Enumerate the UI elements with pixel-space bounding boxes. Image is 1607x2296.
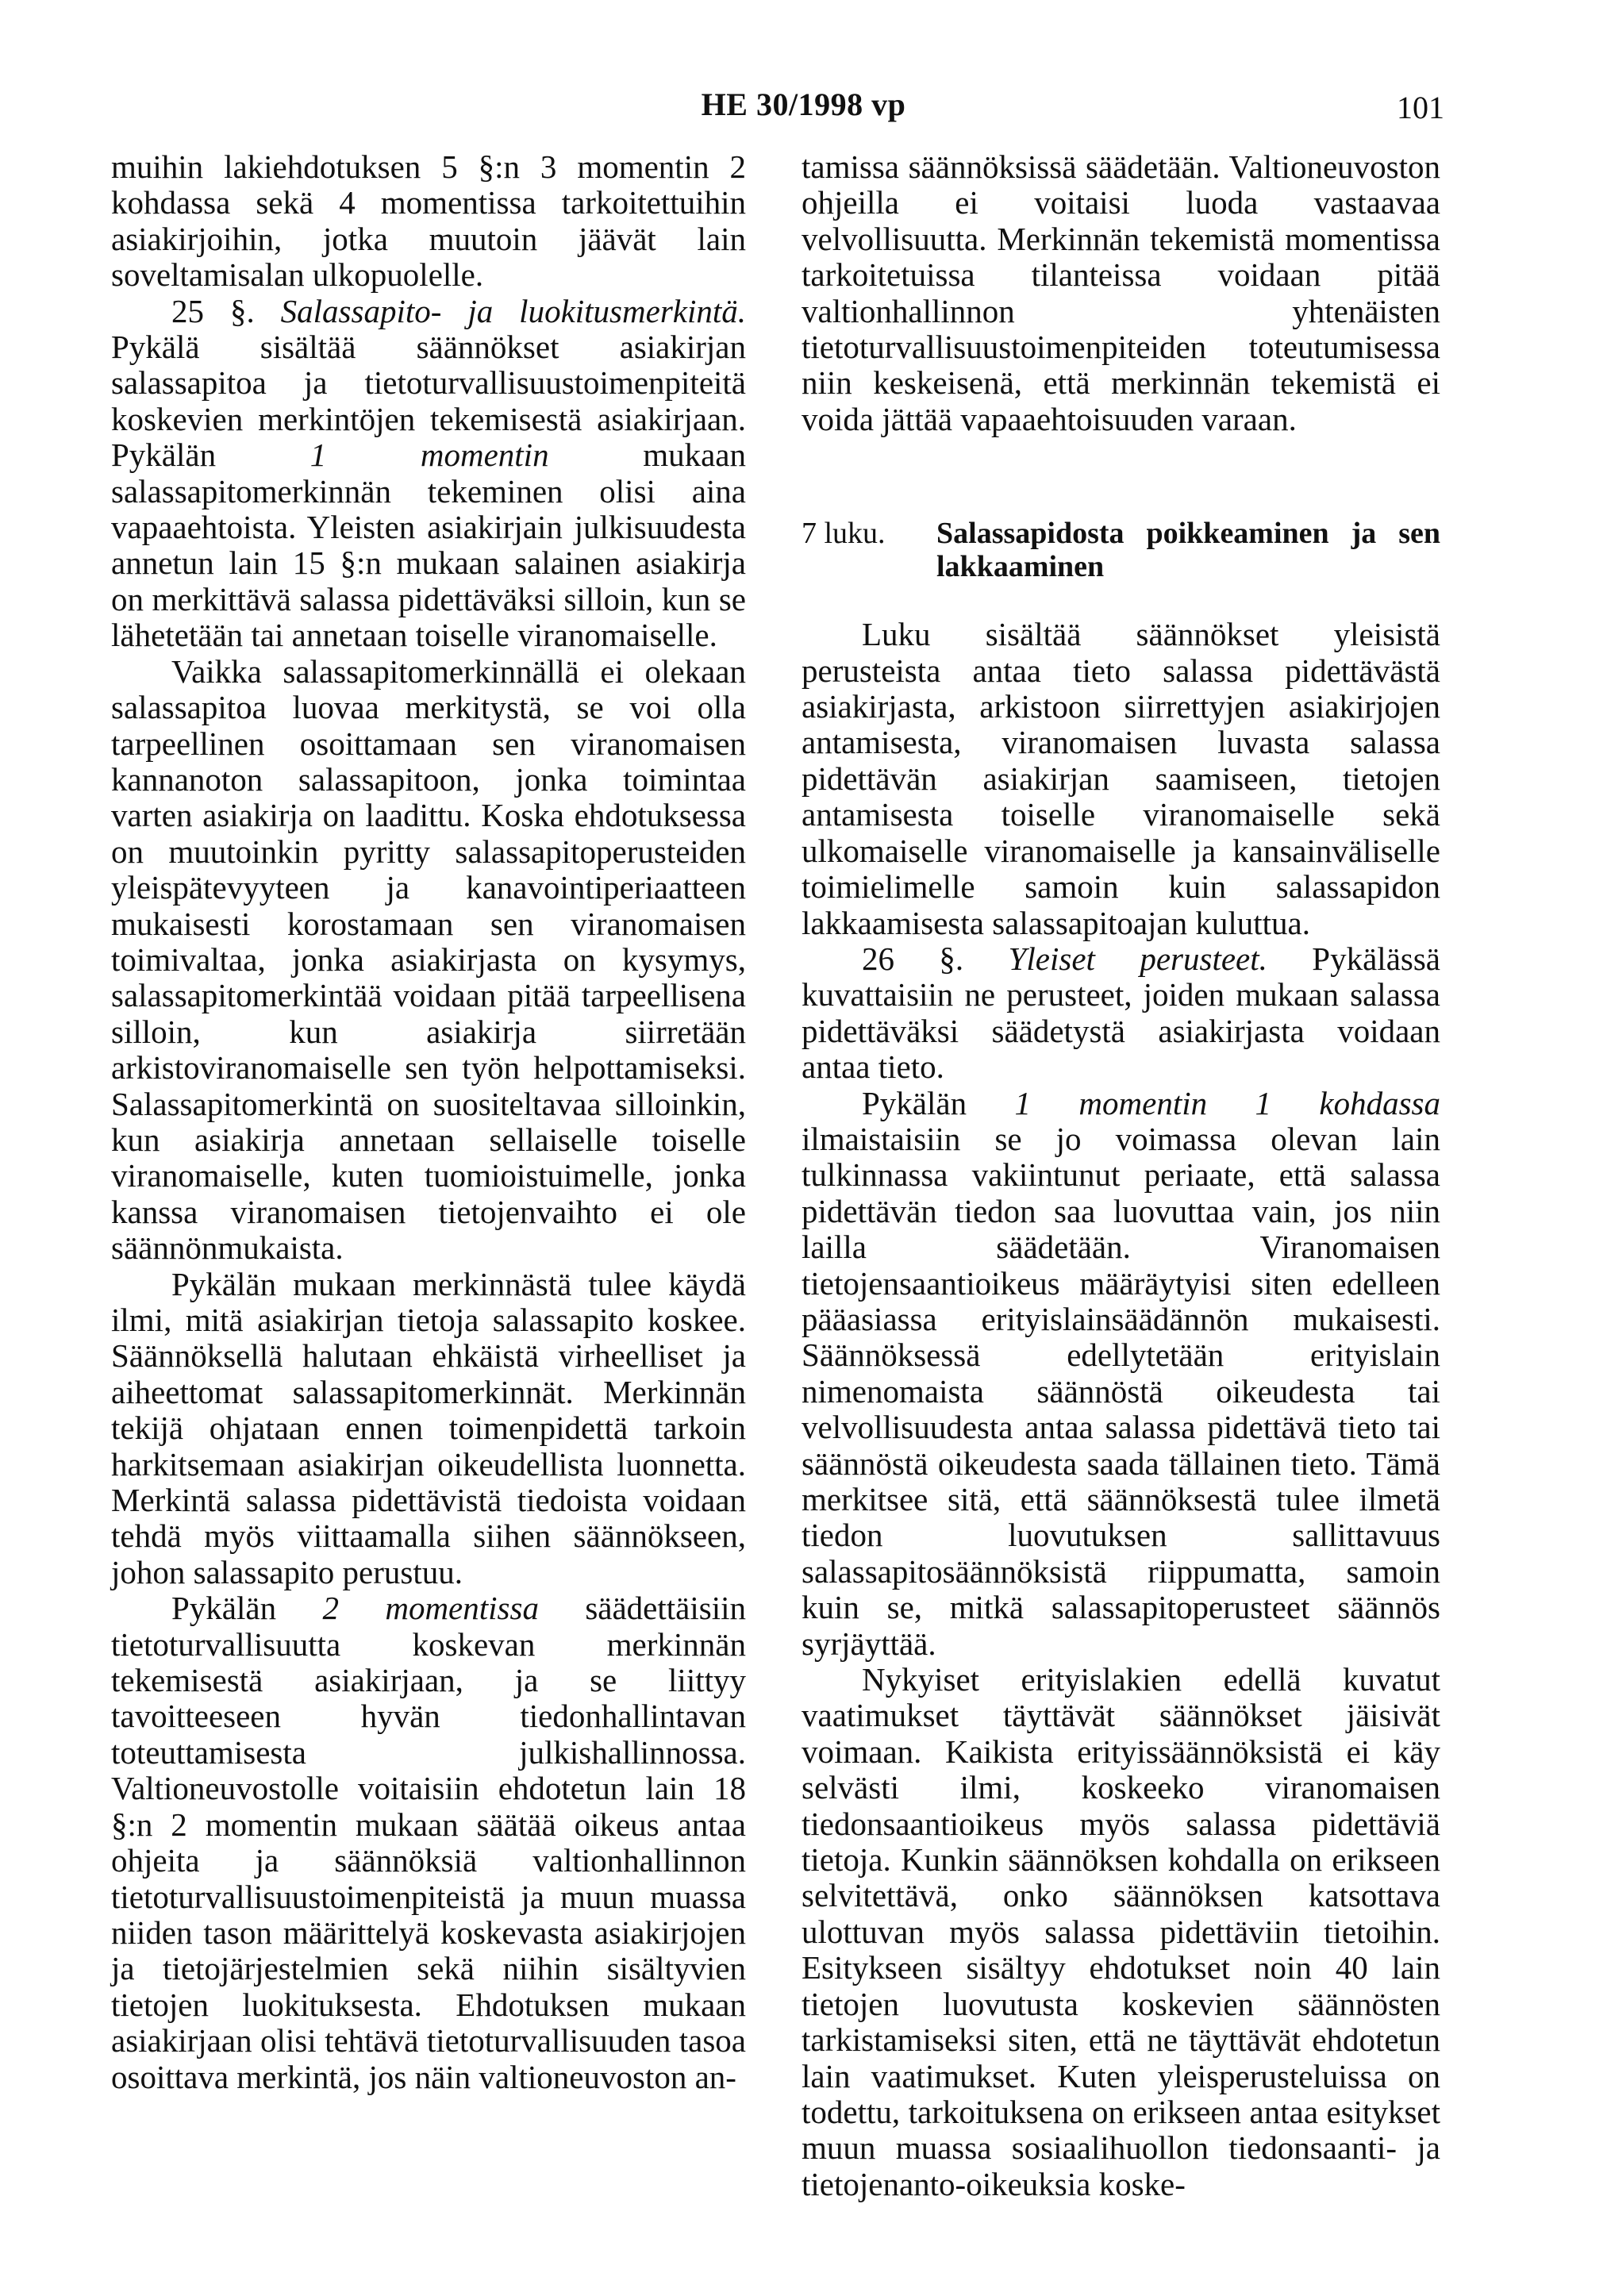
paragraph-text: Pykälän: [171, 1590, 277, 1627]
paragraph: Luku sisältää säännökset yleisistä perusteista antaa tieto salassa pidettävästä asiakirjasta, arkistoon siirrettyjen asiakirjojen antamisesta, viranomaisen luvasta salassa pidettävän asiakirjan saamiseen, tietojen antamisesta toiselle viranomaiselle sekä ulkomaiselle viranomaiselle ja kansainväliselle toimielimelle samoin kuin salassapidon lakkaamisesta salassapitoajan kuluttua.: [802, 616, 1440, 941]
left-column: [111, 149, 746, 2095]
right-column: [802, 149, 1440, 2202]
section-number: 25 §.: [171, 292, 255, 329]
paragraph-text: ilmaistaisiin se jo voimassa olevan lain tulkinnassa vakiintunut periaate, että salassa pidettävän tiedon saa luovuttaa vain, jos niin lailla säädetään. Viranomaisen tietojensaantioikeus määräytyisi siten edelleen pääasiassa erityislainsäädännön mukaisesti. Säännöksessä edellytetään erityislain nimenomaista säännöstä oikeudesta tai velvollisuudesta antaa salassa pidettävä tieto tai säännöstä oikeudesta saada tällainen tieto. Tämä merkitsee sitä, että säännöksestä tulee ilmetä tiedon luovutuksen sallittavuus salassapitosäännöksistä riippumatta, samoin kuin se, mitkä salassapitoperusteet säännös syrjäyttää.: [802, 1120, 1440, 1662]
paragraph-text: Pykälässä kuvattaisiin ne perusteet, joiden mukaan salassa pidettäväksi säädetystä asiakirjasta voidaan antaa tieto.: [802, 940, 1440, 1086]
paragraph: Vaikka salassapitomerkinnällä ei olekaan salassapitoa luovaa merkitystä, se voi olla tarpeellinen osoittamaan sen viranomaisen kannanoton salassapitoon, jonka toimintaa varten asiakirja on laadittu. Koska ehdotuksessa on muutoinkin pyritty salassapitoperusteiden yleispätevyyteen ja kanavointiperiaatteen mukaisesti korostamaan sen viranomaisen toimivaltaa, jonka asiakirjasta on kysymys, salassapitomerkintää voidaan pitää tarpeellisena silloin, kun asiakirja siirretään arkistoviranomaiselle sen työn helpottamiseksi. Salassapitomerkintä on suositeltavaa silloinkin, kun asiakirja annetaan sellaiselle toiselle viranomaiselle, kuten tuomioistuimelle, jonka kanssa viranomaisen tietojenvaihto ei ole säännönmukaista.: [111, 652, 746, 1267]
paragraph: [802, 1086, 1440, 1663]
section-title: Yleiset perusteet.: [1008, 940, 1267, 977]
chapter-heading: [802, 517, 1440, 583]
section-title: Salassapito- ja luokitusmerkintä.: [280, 292, 747, 329]
paragraph: Nykyiset erityislakien edellä kuvatut vaatimukset täyttävät säännökset jäisivät voimaan. Kaikista erityissäännöksistä ei käy selvästi ilmi, koskeeko viranomaisen tiedonsaantioikeus myös salassa pidettäviä tietoja. Kunkin säännöksen kohdalla on erikseen selvitettävä, onko säännöksen katsottava ulottuvan myös salassa pidettäviin tietoihin. Esitykseen sisältyy ehdotukset noin 40 lain tietojen luovutusta koskevien säännösten tarkistamiseksi siten, että ne täyttävät ehdotetun lain vaatimukset. Kuten yleisperusteluissa on todettu, tarkoituksena on erikseen antaa esitykset muun muassa sosiaalihuollon tiedonsaanti- ja tietojenanto-oikeuksia koske-: [802, 1661, 1440, 2202]
moment-reference: 2 momentissa: [322, 1590, 539, 1627]
section-number: 26 §.: [862, 940, 964, 977]
moment-reference: 1 momentin: [309, 437, 549, 474]
paragraph: Pykälän mukaan merkinnästä tulee käydä ilmi, mitä asiakirjan tietoja salassapito koskee. Säännöksellä halutaan ehkäistä virheelliset ja aiheettomat salassapitomerkinnät. Merkinnän tekijä ohjataan ennen toimenpidettä tarkoin harkitsemaan asiakirjan oikeudellista luonnetta. Merkintä salassa pidettävistä tiedoista voidaan tehdä myös viittaamalla siihen säännökseen, johon salassapito perustuu.: [111, 1265, 746, 1590]
document-id: HE 30/1998 vp: [701, 87, 906, 122]
page-number: 101: [1397, 90, 1444, 125]
paragraph-text: Pykälän: [862, 1084, 967, 1121]
page-header: [0, 86, 1607, 133]
moment-reference: 1 momentin 1 kohdassa: [1014, 1084, 1441, 1121]
paragraph-text: mukaan salassapitomerkinnän tekeminen olisi aina vapaaehtoista. Yleisten asiakirjain julkisuudesta annetun lain 15 §:n mukaan salainen asiakirja on merkittävä salassa pidettäväksi silloin, kun se lähetetään tai annetaan toiselle viranomaiselle.: [111, 437, 747, 654]
chapter-title: Salassapidosta poikkeaminen ja sen lakkaaminen: [936, 517, 1440, 584]
chapter-number: 7 luku.: [802, 517, 886, 551]
paragraph-text: Pykälä sisältää säännökset asiakirjan salassapitoa ja tietoturvallisuustoimenpiteitä koskevien merkintöjen tekemisestä asiakirjaan. Pykälän: [111, 329, 746, 474]
paragraph: tamissa säännöksissä säädetään. Valtioneuvoston ohjeilla ei voitaisi luoda vastaavaa velvollisuutta. Merkinnän tekemistä momentissa tarkoitetuissa tilanteissa voidaan pitää valtionhallinnon yhtenäisten tietoturvallisuustoimenpiteiden toteutumisessa niin keskeisenä, että merkinnän tekemistä ei voida jättää vapaaehtoisuuden varaan.: [802, 148, 1440, 437]
paragraph-text: säädettäisiin tietoturvallisuutta koskevan merkinnän tekemisestä asiakirjaan, ja se liittyy tavoitteeseen hyvän tiedonhallintavan toteuttamisesta julkishallinnossa. Valtioneuvostolle voitaisiin ehdotetun lain 18 §:n 2 momentin mukaan säätää oikeus antaa ohjeita ja säännöksiä valtionhallinnon tietoturvallisuustoimenpiteistä ja muun muassa niiden tason määrittelyä koskevasta asiakirjojen ja tietojärjestelmien sekä niihin sisältyvien tietojen luokituksesta. Ehdotuksen mukaan asiakirjaan olisi tehtävä tietoturvallisuuden tasoa osoittava merkintä, jos näin valtioneuvoston an-: [111, 1590, 746, 2095]
section-paragraph: [111, 294, 746, 654]
section-paragraph: [802, 941, 1440, 1086]
paragraph: [111, 1590, 746, 2095]
paragraph: muihin lakiehdotuksen 5 §:n 3 momentin 2 kohdassa sekä 4 momentissa tarkoitettuihin asiakirjoihin, jotka muutoin jäävät lain soveltamisalan ulkopuolelle.: [111, 148, 746, 294]
